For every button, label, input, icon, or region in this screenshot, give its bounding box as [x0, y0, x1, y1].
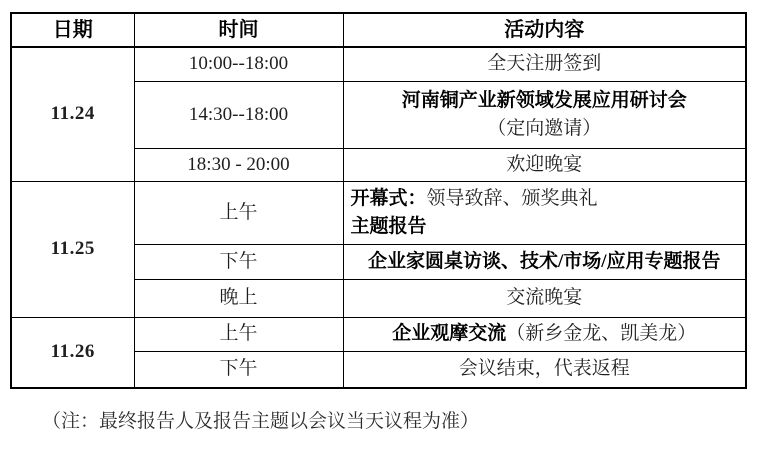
activity-text: 领导致辞、颁奖典礼 [426, 187, 598, 209]
time-cell: 上午 [134, 317, 343, 351]
activity-title: 主题报告 [350, 215, 427, 237]
time-cell: 下午 [134, 351, 343, 388]
time-cell: 10:00--18:00 [134, 47, 343, 81]
activity-text: （新乡金龙、凯美龙） [506, 323, 697, 345]
time-cell: 下午 [134, 244, 343, 279]
time-cell: 晚上 [134, 279, 343, 317]
date-cell-11-26: 11.26 [11, 317, 134, 388]
date-cell-11-25: 11.25 [11, 181, 134, 317]
activity-cell [343, 81, 746, 148]
activity-title: 企业家圆桌访谈、技术/市场/应用专题报告 [367, 250, 721, 272]
activity-title: 开幕式： [350, 187, 427, 209]
activity-text: 全天注册签到 [487, 53, 602, 75]
table-row [11, 47, 746, 81]
activity-text: 欢迎晚宴 [506, 153, 583, 175]
header-cell-date: 日期 [11, 13, 134, 47]
time-cell: 上午 [134, 181, 343, 244]
table-header-row [11, 13, 746, 47]
time-cell: 18:30 - 20:00 [134, 148, 343, 181]
table-row [11, 317, 746, 351]
activity-cell [343, 181, 746, 244]
activity-text: 会议结束，代表返程 [458, 358, 630, 380]
footnote-text: （注：最终报告人及报告主题以会议当天议程为准） [42, 411, 480, 432]
schedule-table [10, 12, 747, 389]
activity-cell [343, 148, 746, 181]
activity-text: 交流晚宴 [506, 287, 583, 309]
activity-cell [343, 317, 746, 351]
header-cell-activity: 活动内容 [343, 13, 746, 47]
activity-cell [343, 47, 746, 81]
activity-subtext: （定向邀请） [487, 117, 602, 139]
table-row [11, 181, 746, 244]
header-cell-time: 时间 [134, 13, 343, 47]
activity-line [351, 185, 742, 213]
time-cell: 14:30--18:00 [134, 81, 343, 148]
activity-title: 河南铜产业新领域发展应用研讨会 [401, 89, 687, 111]
activity-title: 企业观摩交流 [392, 323, 507, 345]
activity-cell [343, 279, 746, 317]
date-cell-11-24: 11.24 [11, 47, 134, 181]
activity-cell [343, 244, 746, 279]
activity-cell [343, 351, 746, 388]
